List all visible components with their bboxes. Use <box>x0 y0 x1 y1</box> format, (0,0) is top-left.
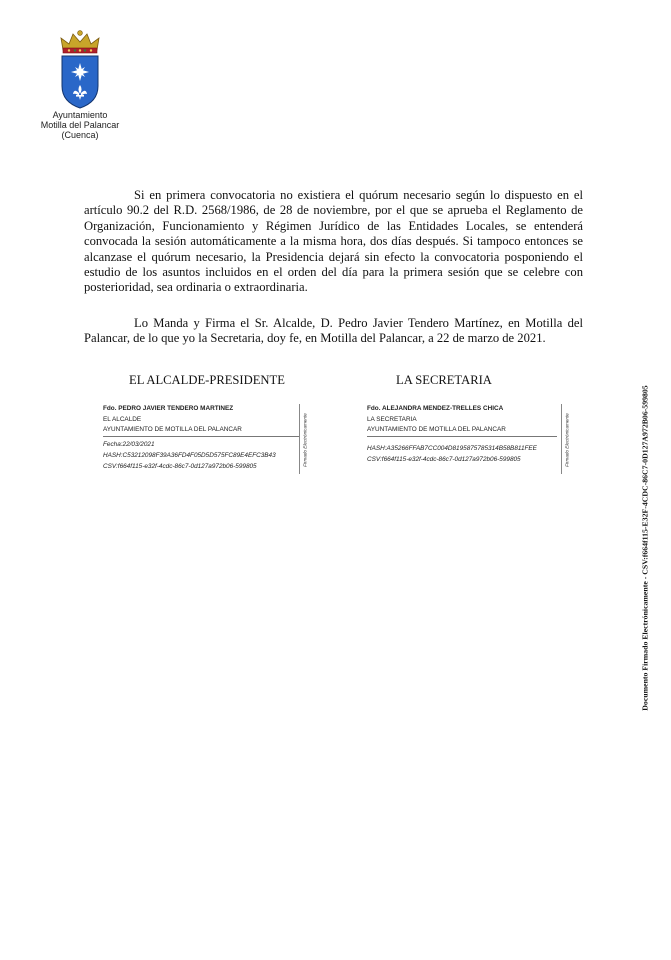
mayor-title: EL ALCALDE-PRESIDENTE <box>129 373 285 387</box>
mayor-signature-block <box>103 404 308 472</box>
electronic-stamp <box>561 404 572 474</box>
signer-role: EL ALCALDE <box>103 415 142 423</box>
signature-hash: HASH:A35266FFAB7CC004D8195875785314B58B811FEE <box>367 445 537 453</box>
secretary-signature-block <box>367 404 570 467</box>
signature-csv: CSV:f664f115-e32f-4cdc-86c7-0d127a972b06-599805 <box>103 462 257 470</box>
org-name-line2: Motilla del Palancar <box>40 120 120 130</box>
signer-org: AYUNTAMIENTO DE MOTILLA DEL PALANCAR <box>103 425 299 437</box>
signer-name: Fdo. ALEJANDRA MENDEZ-TRELLES CHICA <box>367 405 504 412</box>
signer-name: Fdo. PEDRO JAVIER TENDERO MARTINEZ <box>103 405 234 412</box>
margin-verification-note: Documento Firmado Electrónicamente - CSV:f664f115-E32F-4CDC-86C7-0D127A972B06-599805 <box>640 385 650 711</box>
body-paragraph-1: Si en primera convocatoria no existiera el quórum necesario según lo dispuesto en el artículo 90.2 del R.D. 2568/1986, de 28 de noviembre, por el que se aprueba el Reglamento de Organización, Funcionamiento y Régimen Jurídico de las Entidades Locales, se entenderá convocada la sesión automáticamente a la misma hora, dos días después. Si tampoco entonces se alcanzase el quórum necesario, la Presidencia dejará sin efecto la convocatoria posponiendo el estudio de los asuntos incluidos en el orden del día para la primera sesión que se celebre con posterioridad, sea ordinaria o extraordinaria. <box>84 188 583 295</box>
signer-role: LA SECRETARIA <box>367 415 417 423</box>
stamp-text: Firmado Electrónicamente <box>564 413 570 467</box>
org-name-line3: (Cuenca) <box>61 130 99 140</box>
coat-of-arms-icon <box>55 28 105 110</box>
secretary-title: LA SECRETARIA <box>396 373 492 387</box>
signer-org: AYUNTAMIENTO DE MOTILLA DEL PALANCAR <box>367 425 557 437</box>
signature-csv: CSV:f664f115-e32f-4cdc-86c7-0d127a972b06-599805 <box>367 455 521 463</box>
body-paragraph-2: Lo Manda y Firma el Sr. Alcalde, D. Pedro Javier Tendero Martínez, en Motilla del Palancar, de lo que yo la Secretaria, doy fe, en Motilla del Palancar, a 22 de marzo de 2021. <box>84 316 583 346</box>
signature-hash: HASH:C53212098F39A36FD4F05D5D575FC89E4EFC3B43 <box>103 451 276 459</box>
electronic-stamp <box>299 404 310 474</box>
signature-date: Fecha:22/03/2021 <box>103 441 155 449</box>
stamp-text: Firmado Electrónicamente <box>302 413 308 467</box>
org-name-line1: Ayuntamiento <box>52 110 108 120</box>
letterhead <box>30 28 130 140</box>
